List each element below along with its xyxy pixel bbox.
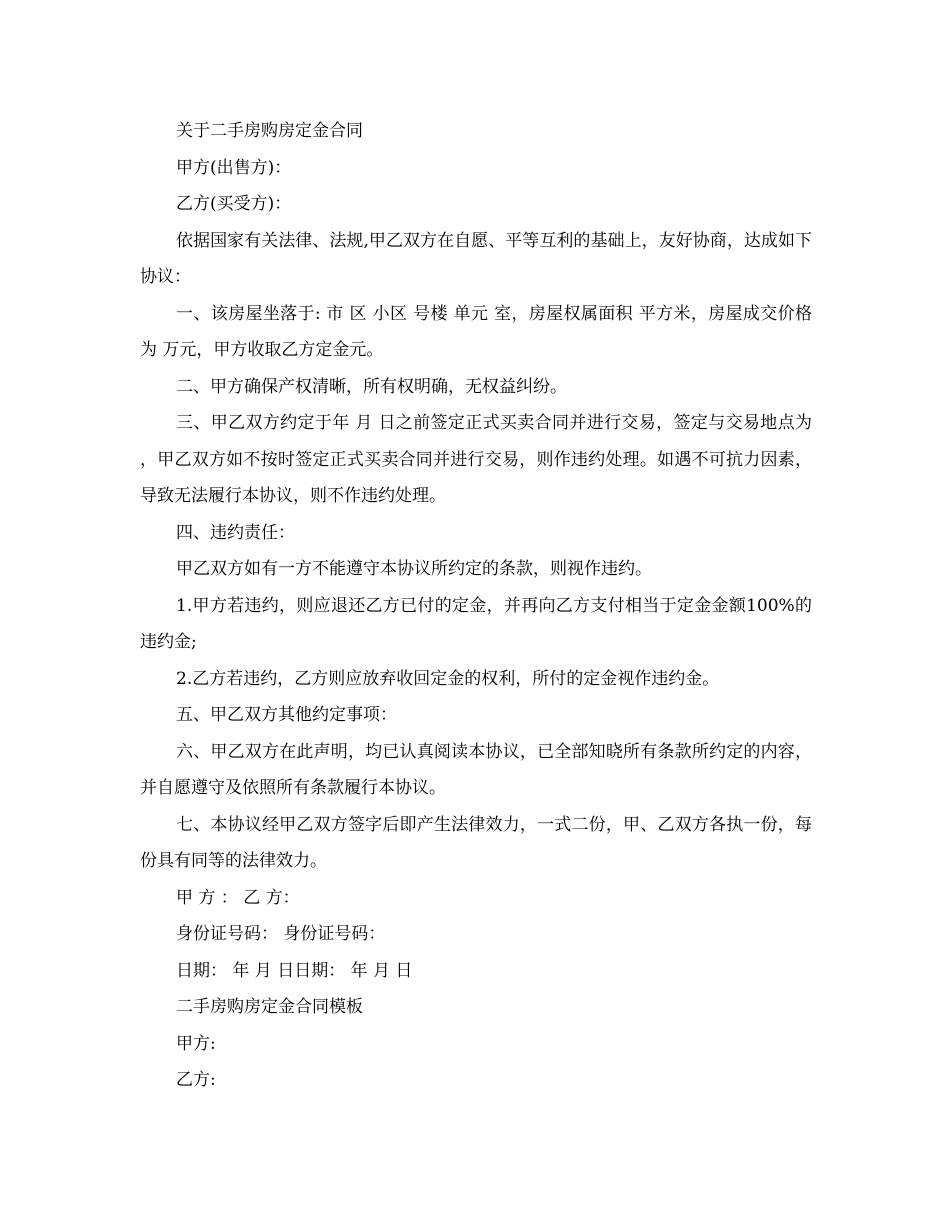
- template-party-a: 甲方:: [176, 1033, 216, 1054]
- template-party-b: 乙方:: [176, 1070, 216, 1090]
- party-a-seller: 甲方(出售方)：: [176, 157, 292, 178]
- clause-3-contract-signing: 三、甲乙双方约定于年 月 日之前签定正式买卖合同并进行交易，签定与交易地点为 ，甲乙双方如不按时签定正式买卖合同并进行交易，则作违约处理。如遇不可抗力因素，导致无法履行本协议，则不作违约处理。: [140, 413, 812, 506]
- preamble-paragraph: 依据国家有关法律、法规,甲乙双方在自愿、平等互利的基础上，友好协商，达成如下协议：: [140, 230, 812, 287]
- document-body: [140, 113, 812, 1099]
- breach-definition: 甲乙双方如有一方不能遵守本协议所约定的条款，则视作违约。: [176, 559, 652, 579]
- document-title: 关于二手房购房定金合同: [176, 121, 363, 141]
- clause-5-other-terms: 五、甲乙双方其他约定事项：: [176, 705, 397, 725]
- clause-7-effectiveness: 七、本协议经甲乙双方签字后即产生法律效力，一式二份，甲、乙双方各执一份，每份具有同等的法律效力。: [140, 814, 812, 871]
- signature-dates: 日期： 年 月 日日期： 年 月 日: [176, 960, 413, 981]
- breach-item-2: 2.乙方若违约，乙方则应放弃收回定金的权利，所付的定金视作违约金。: [176, 668, 720, 689]
- template-title: 二手房购房定金合同模板: [176, 997, 363, 1017]
- clause-1-property-location: 一、该房屋坐落于: 市 区 小区 号楼 单元 室，房屋权属面积 平方米，房屋成交价格为 万元，甲方收取乙方定金元。: [140, 303, 812, 360]
- clause-4-heading: 四、违约责任：: [176, 522, 295, 543]
- clause-6-declaration: 六、甲乙双方在此声明，均已认真阅读本协议，已全部知晓所有条款所约定的内容，并自愿遵守及依照所有条款履行本协议。: [140, 741, 812, 798]
- party-b-buyer: 乙方(买受方)：: [176, 194, 292, 214]
- signature-parties: 甲 方 ： 乙 方：: [176, 887, 300, 908]
- signature-id-numbers: 身份证号码： 身份证号码：: [176, 924, 386, 944]
- breach-item-1: 1.甲方若违约，则应退还乙方已付的定金，并再向乙方支付相当于定金金额100%的违约金;: [140, 595, 812, 652]
- clause-2-title-guarantee: 二、甲方确保产权清晰，所有权明确，无权益纠纷。: [176, 376, 567, 397]
